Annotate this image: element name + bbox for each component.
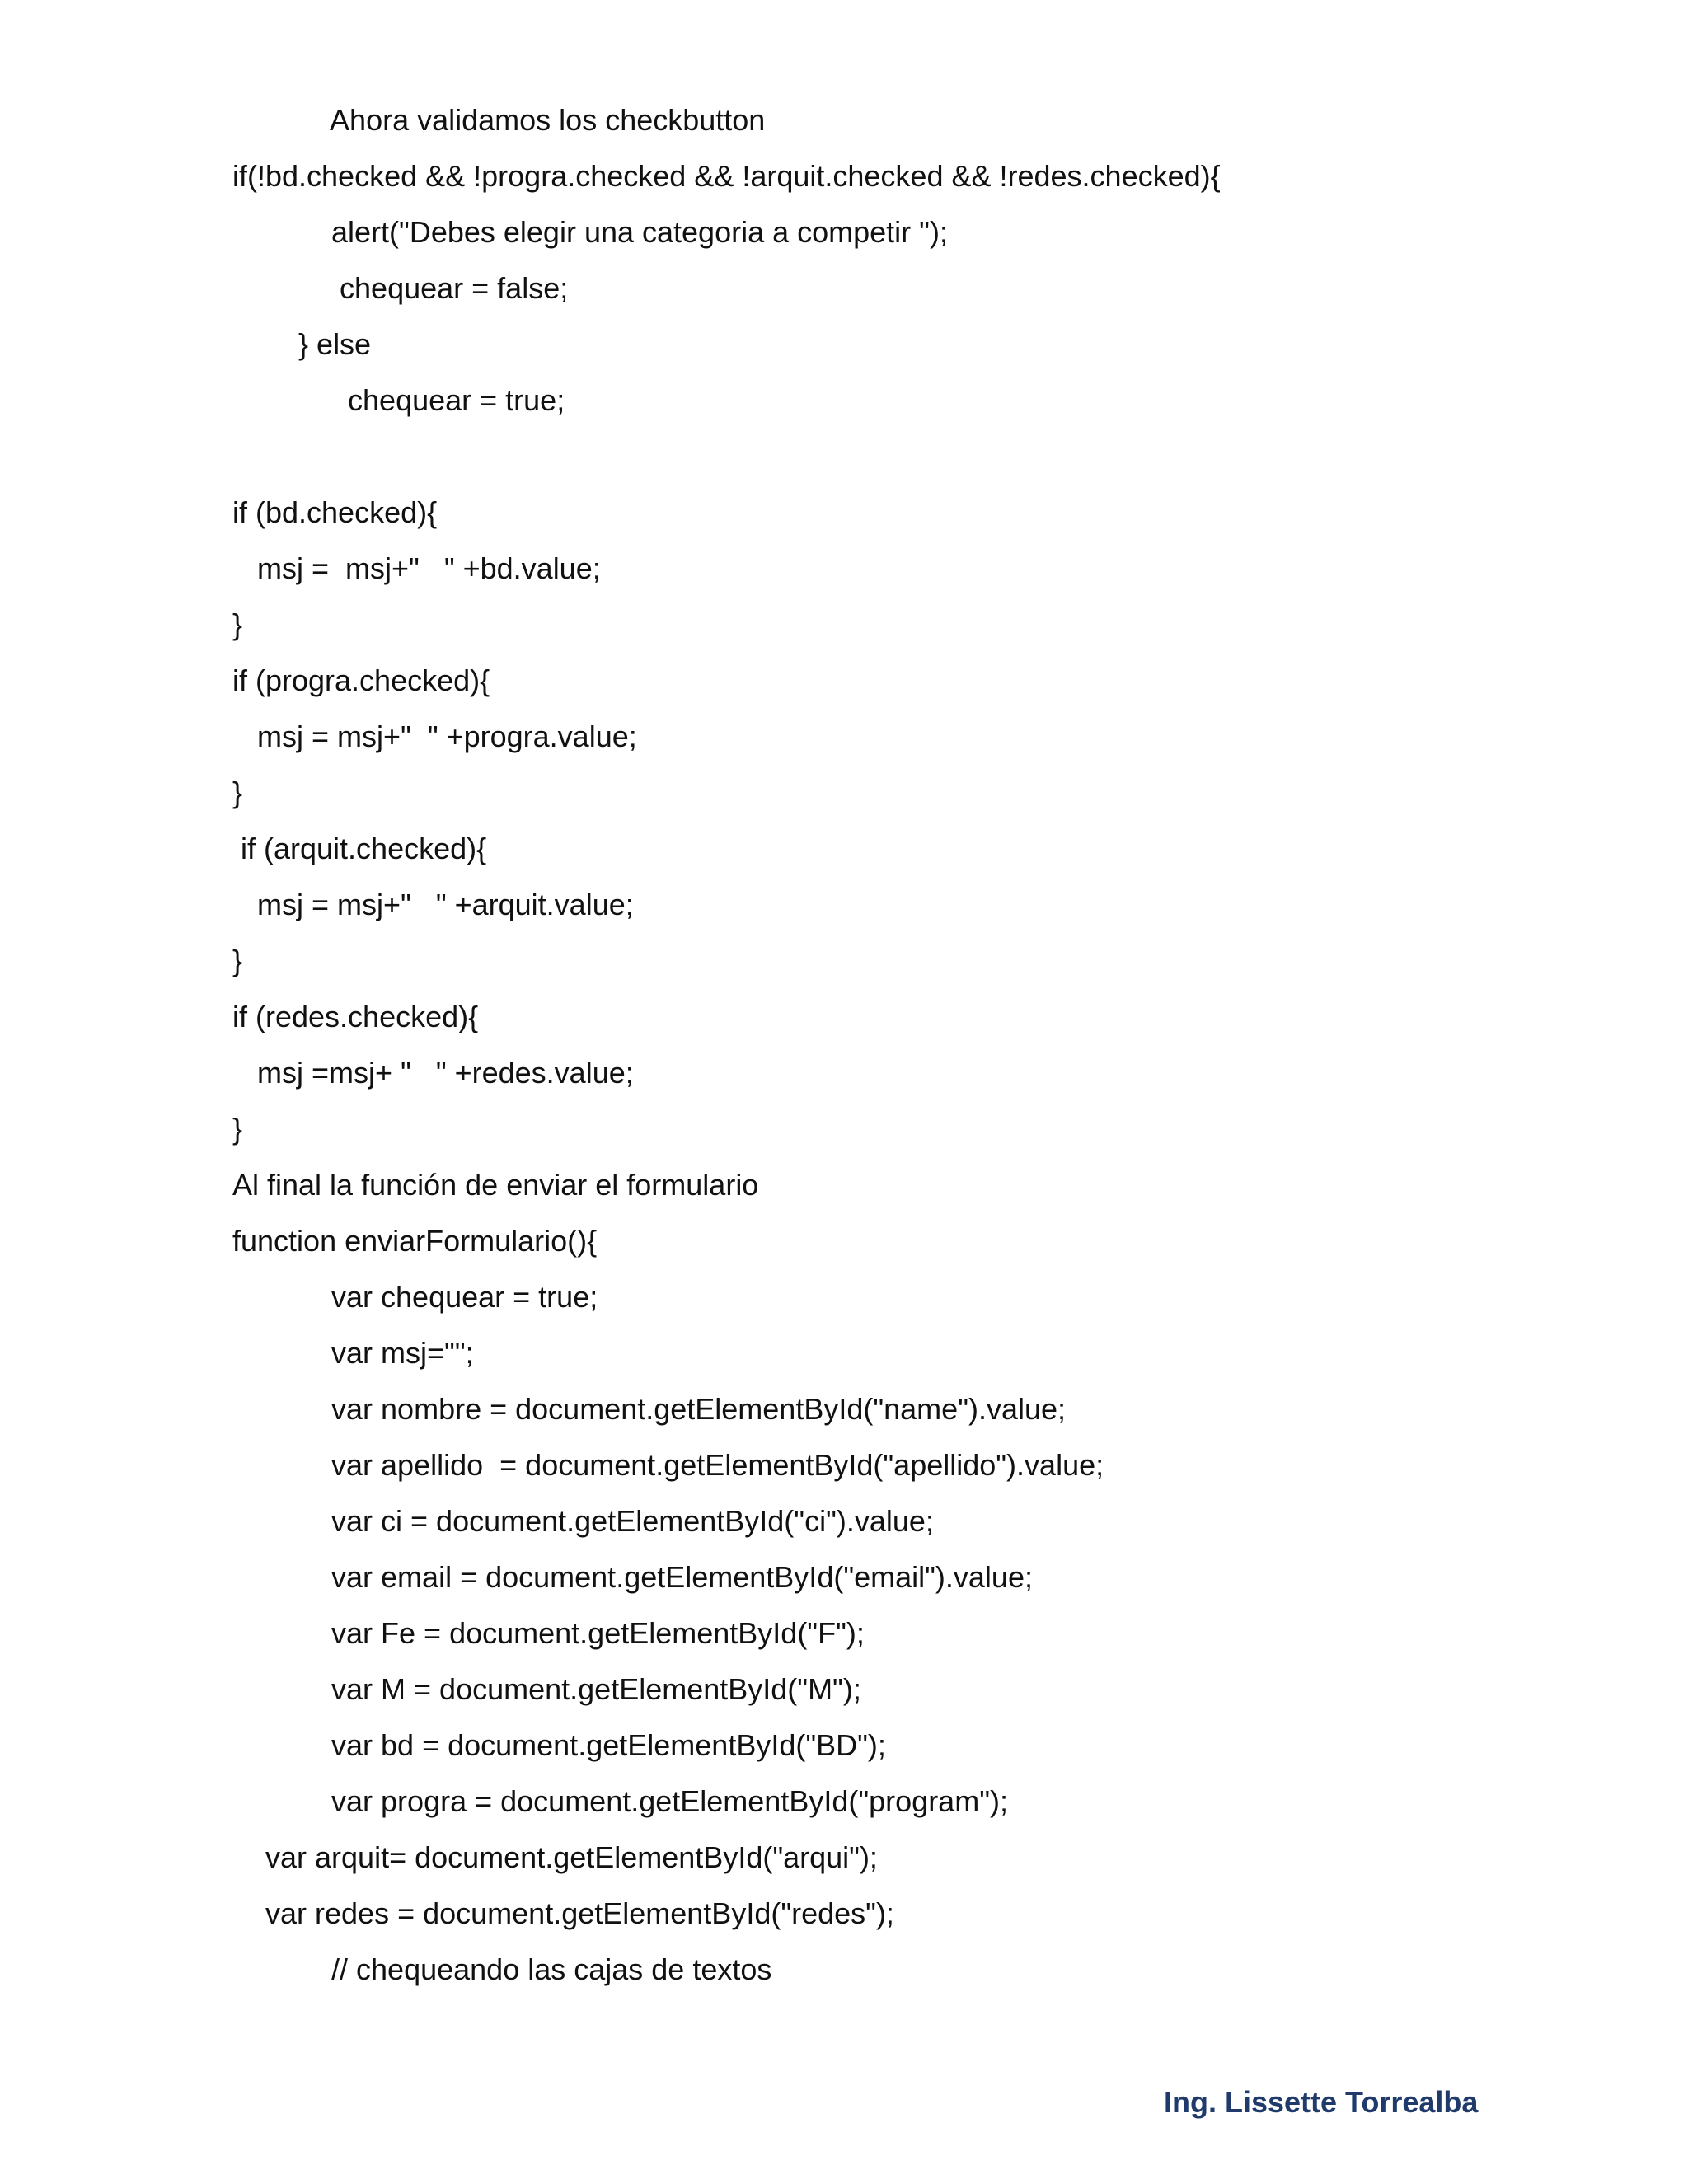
text-line: Ahora validamos los checkbutton — [232, 103, 766, 137]
code-line: var arquit= document.getElementById("arqui"); — [232, 1840, 878, 1874]
code-line: msj = msj+" " +bd.value; — [232, 551, 601, 585]
footer-author: Ing. Lissette Torrealba — [1164, 2085, 1479, 2119]
code-line: if (progra.checked){ — [232, 663, 490, 697]
code-line: msj = msj+" " +progra.value; — [232, 719, 637, 753]
code-line: var apellido = document.getElementById("apellido").value; — [232, 1448, 1104, 1482]
code-line: var M = document.getElementById("M"); — [232, 1672, 861, 1706]
code-line: if (redes.checked){ — [232, 1000, 479, 1033]
code-line: if (bd.checked){ — [232, 495, 438, 529]
code-line: if(!bd.checked && !progra.checked && !arquit.checked && !redes.checked){ — [232, 159, 1221, 193]
code-line: } — [232, 607, 243, 641]
comment-line: // chequeando las cajas de textos — [232, 1952, 772, 1986]
text-line: Al final la función de enviar el formulario — [232, 1168, 759, 1202]
code-line: } — [232, 1112, 243, 1146]
code-line: if (arquit.checked){ — [232, 832, 487, 865]
code-line: function enviarFormulario(){ — [232, 1224, 598, 1258]
code-line: var bd = document.getElementById("BD"); — [232, 1728, 886, 1762]
code-line: chequear = false; — [232, 271, 569, 305]
code-line: var redes = document.getElementById("redes"); — [232, 1896, 894, 1930]
code-line: chequear = true; — [232, 383, 565, 417]
code-line: } — [232, 944, 243, 977]
code-line: var Fe = document.getElementById("F"); — [232, 1616, 865, 1650]
code-line: msj = msj+" " +arquit.value; — [232, 888, 634, 921]
code-line: var chequear = true; — [232, 1280, 598, 1314]
code-line: var msj=""; — [232, 1336, 474, 1370]
code-line: msj =msj+ " " +redes.value; — [232, 1056, 634, 1090]
code-line: var nombre = document.getElementById("name").value; — [232, 1392, 1067, 1426]
code-line: } else — [232, 327, 372, 361]
code-line: } — [232, 776, 243, 809]
code-line: var email = document.getElementById("email").value; — [232, 1560, 1033, 1594]
code-line: alert("Debes elegir una categoria a competir "); — [232, 215, 948, 249]
code-line: var progra = document.getElementById("program"); — [232, 1784, 1008, 1818]
code-line: var ci = document.getElementById("ci").value; — [232, 1504, 934, 1538]
